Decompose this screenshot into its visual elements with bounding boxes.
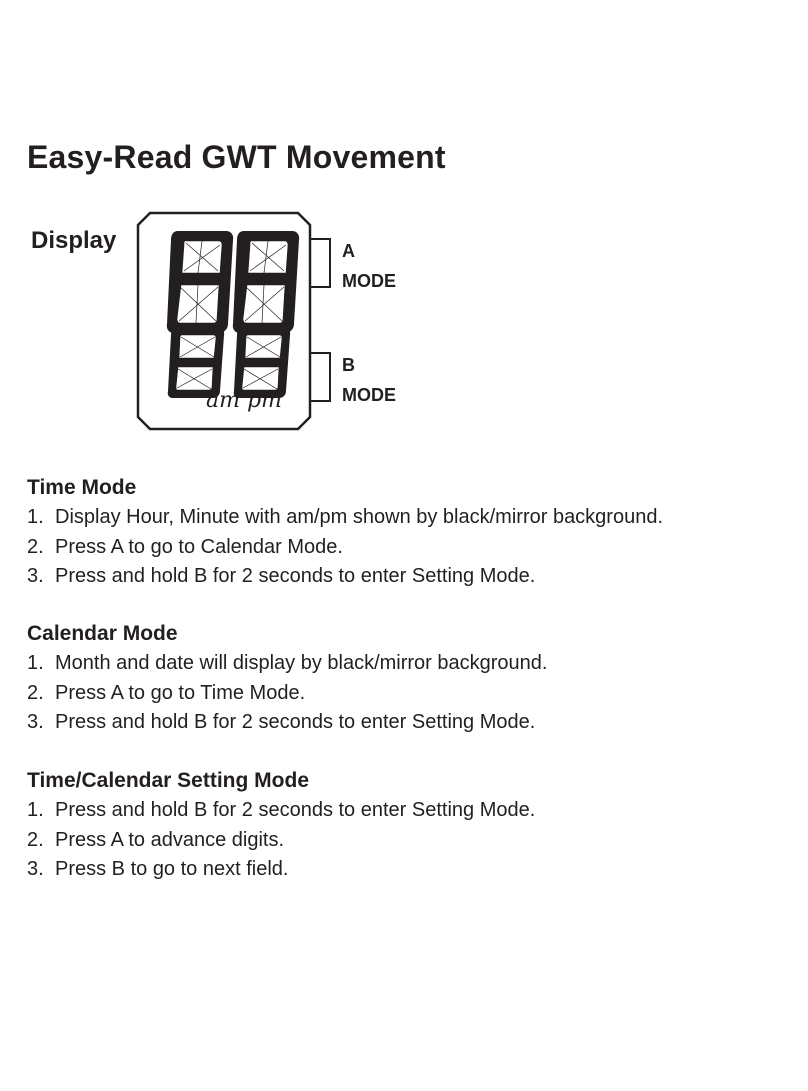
display-label: Display [31, 227, 117, 254]
page-title: Easy-Read GWT Movement [27, 139, 446, 175]
button-a-outline [310, 239, 330, 287]
list-item [27, 503, 797, 533]
item-number: 2. [27, 681, 44, 704]
time-mode-section [27, 473, 797, 592]
button-b-label [342, 350, 396, 410]
instruction-list [27, 503, 797, 592]
item-text: Month and date will display by black/mirror background. [55, 652, 548, 674]
item-text: Press and hold B for 2 seconds to enter Setting Mode. [55, 799, 536, 821]
am-pm-indicator: am pm [206, 388, 282, 413]
button-b-outline [310, 353, 330, 401]
button-b-letter: B [342, 355, 355, 375]
item-number: 1. [27, 506, 44, 528]
button-a-letter: A [342, 241, 355, 261]
watch-display-diagram [136, 211, 336, 431]
button-a-mode: MODE [342, 271, 396, 291]
item-text: Press A to go to Time Mode. [55, 681, 306, 704]
section-heading: Time Mode [27, 476, 137, 499]
item-number: 2. [27, 535, 44, 558]
button-a-label [342, 236, 396, 296]
item-text: Press and hold B for 2 seconds to enter Setting Mode. [55, 565, 536, 587]
item-text: Press A to advance digits. [55, 828, 285, 851]
list-item [27, 826, 797, 856]
item-number: 1. [27, 652, 44, 674]
calendar-mode-section [27, 619, 797, 738]
button-b-mode: MODE [342, 385, 396, 405]
instruction-list [27, 649, 797, 738]
item-number: 3. [27, 858, 44, 880]
hour-digit-1 [167, 231, 233, 333]
list-item [27, 708, 797, 738]
list-item [27, 562, 797, 592]
item-text: Display Hour, Minute with am/pm shown by black/mirror background. [55, 506, 664, 528]
list-item [27, 649, 797, 679]
item-number: 3. [27, 565, 44, 587]
list-item [27, 796, 797, 826]
list-item [27, 855, 797, 885]
item-text: Press and hold B for 2 seconds to enter Setting Mode. [55, 711, 536, 733]
list-item [27, 533, 797, 563]
item-text: Press A to go to Calendar Mode. [55, 535, 343, 558]
section-heading: Calendar Mode [27, 622, 178, 645]
item-number: 2. [27, 828, 44, 851]
hour-digit-2 [233, 231, 299, 333]
list-item [27, 679, 797, 709]
setting-mode-section [27, 766, 797, 885]
instruction-list [27, 796, 797, 885]
section-heading: Time/Calendar Setting Mode [27, 769, 309, 792]
item-text: Press B to go to next field. [55, 858, 289, 880]
item-number: 3. [27, 711, 44, 733]
item-number: 1. [27, 799, 44, 821]
